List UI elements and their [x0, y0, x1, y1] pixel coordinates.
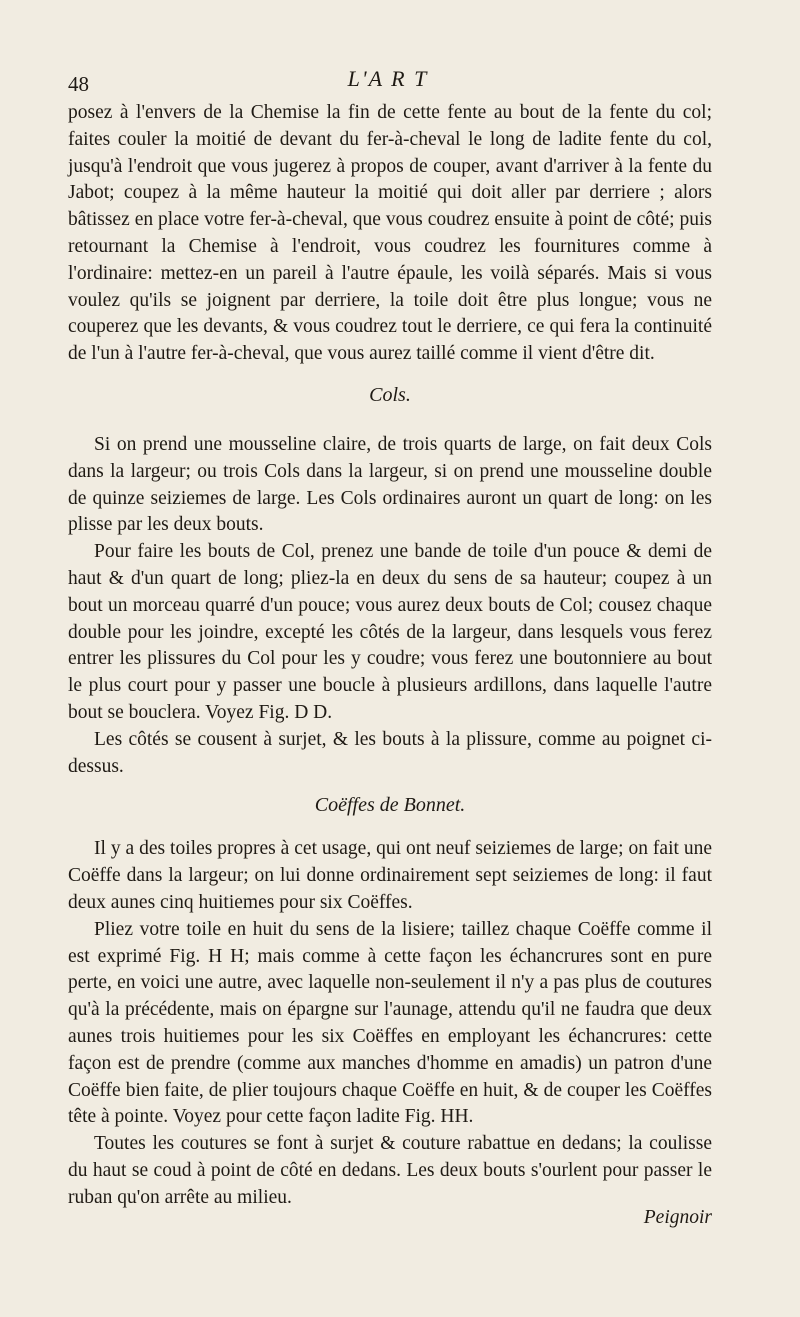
paragraph-bouts-de-col: Pour faire les bouts de Col, prenez une bande de toile d'un pouce & demi de haut & d'un quart de long; pliez-la en deux du sens de sa hauteur; coupez à un bout un morceau quarré d'un pouce; vous aurez deux bouts de Col; cousez chaque double pour les joindre, excepté les côtés de la largeur, dans lesquels vous ferez entrer les plissures du Col pour les y coudre; vous ferez une boutonniere au bout le plus court pour y passer une boucle à plusieurs ardillons, dans laquelle l'autre bout se bouclera. Voyez Fig. D D.	[68, 541, 712, 723]
page-body	[68, 100, 712, 1229]
paragraph-cols-mousseline: Si on prend une mousseline claire, de trois quarts de large, on fait deux Cols dans la largeur; ou trois Cols dans la largeur, si on prend une mousseline double de quinze seiziemes de large. Les Cols ordinaires auront un quart de long: on les plisse par les deux bouts.	[68, 433, 712, 536]
page-number: 48	[68, 72, 89, 96]
paragraph-coutures: Toutes les coutures se font à surjet & couture rabattue en dedans; la coulisse du haut se coud à point de côté en dedans. Les deux bouts s'ourlent pour passer le ruban qu'on arrête au milieu.	[68, 1133, 712, 1208]
paragraph-pliez-toile: Pliez votre toile en huit du sens de la lisiere; taillez chaque Coëffe comme il est exprimé Fig. H H; mais comme à cette façon les échancrures sont en pure perte, en voici une autre, avec laquelle non-seulement il n'y a pas plus de coutures qu'à la précédente, mais on épargne sur l'aunage, attendu qu'il ne faudra que deux aunes trois huitiemes pour les six Coëffes en employant les échancrures: cette façon est de prendre (comme aux manches d'homme en amadis) un patron d'une Coëffe bien faite, de plier toujours chaque Coëffe en huit, & de couper les Coëffes tête à pointe. Voyez pour cette façon ladite Fig. HH.	[68, 918, 712, 1128]
catchword: Peignoir	[643, 1207, 712, 1229]
page-header	[68, 66, 708, 96]
paragraph-toiles: Il y a des toiles propres à cet usage, qui ont neuf seiziemes de large; on fait une Coëffe dans la largeur; on lui donne ordinairement sept seiziemes de long: il faut deux aunes cinq huitiemes pour six Coëffes.	[68, 838, 712, 913]
paragraph-fer-a-cheval: posez à l'envers de la Chemise la fin de cette fente au bout de la fente du col; faites couler la moitié de devant du fer-à-cheval le long de ladite fente du col, jusqu'à l'endroit que vous jugerez à propos de couper, avant d'arriver à la fente du Jabot; coupez à la même hauteur la moitié qui doit aller par derriere ; alors bâtissez en place votre fer-à-cheval, que vous coudrez ensuite à point de côté; puis retournant la Chemise à l'endroit, vous coudrez les fournitures comme à l'ordinaire: mettez-en un pareil à l'autre épaule, les voilà séparés. Mais si vous voulez qu'ils se joignent par derriere, la toile doit être plus longue; vous ne couperez que les devants, & vous coudrez tout le derriere, ce qui fera la continuité de l'un à l'autre fer-à-cheval, que vous aurez taillé comme il vient d'être dit.	[68, 102, 712, 365]
section-heading-cols: Cols.	[369, 383, 411, 406]
section-heading-coeffes: Coëffes de Bonnet.	[314, 794, 466, 817]
running-head: L'A R T	[347, 66, 429, 91]
paragraph-cotes-surjet: Les côtés se cousent à surjet, & les bouts à la plissure, comme au poignet ci-dessus.	[68, 728, 712, 777]
